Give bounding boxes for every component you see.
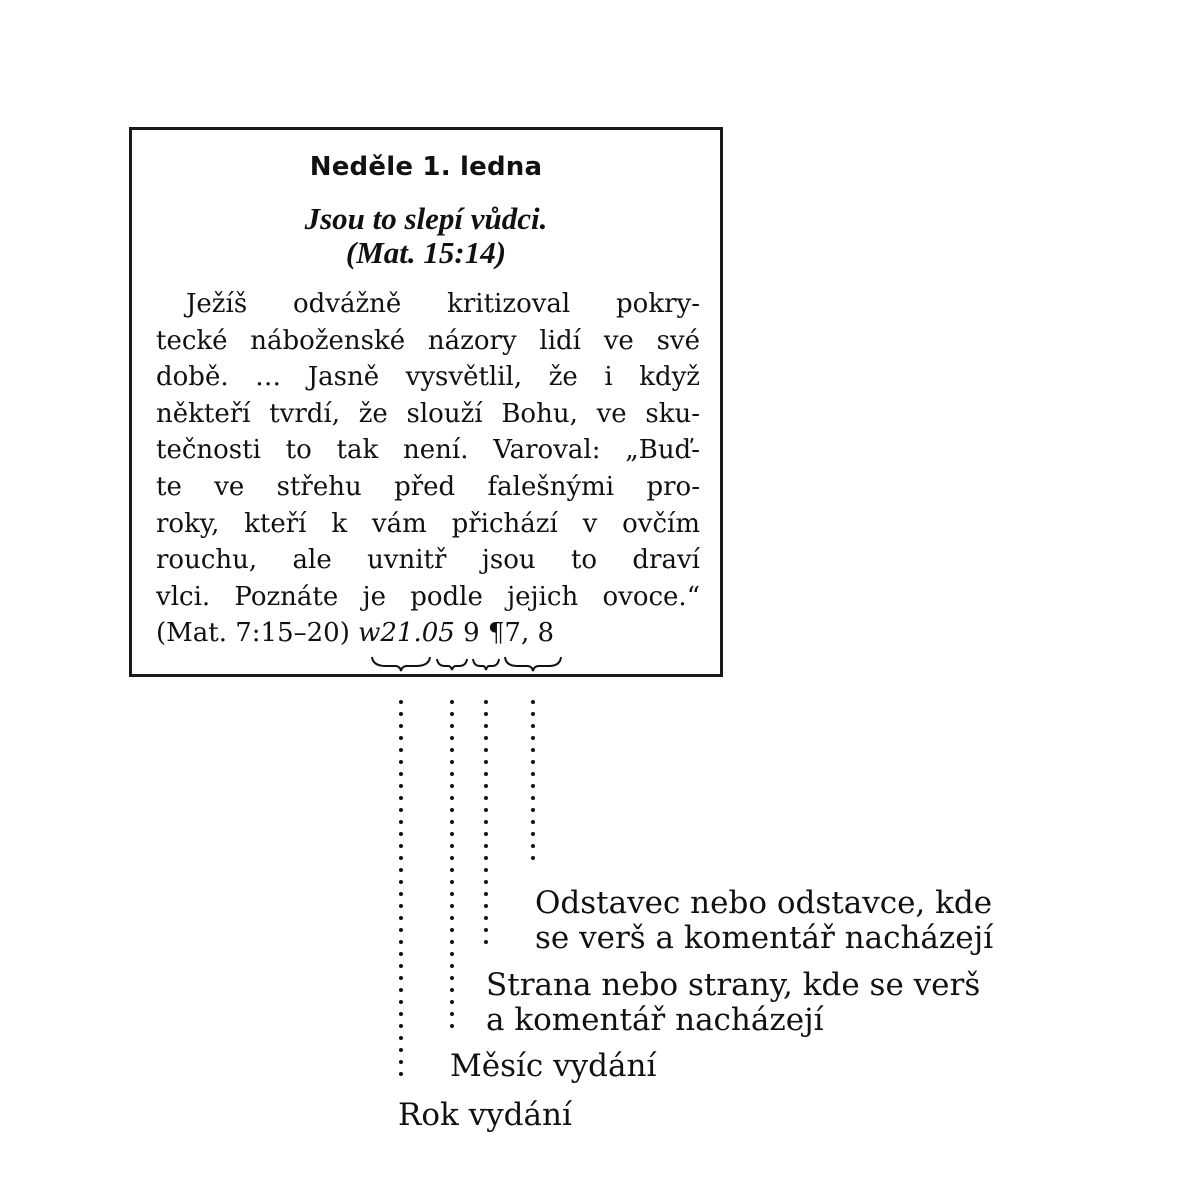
page-legend — [486, 968, 980, 1038]
paragraph-line: roky, kteří k vám přichází v ovčím — [156, 508, 700, 539]
page-number: 9 — [463, 618, 480, 649]
month-legend: Měsíc vydání — [450, 1048, 657, 1084]
paragraph-line: tečnosti to tak není. Varoval: „Buď- — [156, 435, 700, 466]
paragraph-line: te ve střehu před falešnými pro- — [156, 471, 700, 502]
brace-month — [437, 659, 467, 670]
verse-text: Jsou to slepí vůdci. — [304, 201, 548, 236]
paragraph-line: Ježíš odvážně kritizoval pokry- — [186, 289, 700, 319]
paragraph-legend-line: se verš a komentář nacházejí — [535, 920, 994, 956]
brace-page — [473, 659, 499, 670]
page-legend-line: a komentář nacházejí — [486, 1002, 824, 1038]
paragraph-numbers: ¶7, 8 — [487, 618, 555, 649]
brace-year — [372, 657, 430, 671]
publication-code: w21.05 — [358, 618, 455, 649]
paragraph-legend — [535, 886, 993, 956]
year-legend: Rok vydání — [398, 1097, 572, 1133]
page-legend-line: Strana nebo strany, kde se verš — [486, 967, 981, 1003]
paragraph-line: rouchu, ale uvnitř jsou to draví — [156, 545, 700, 576]
paragraph-line: době. … Jasně vysvětlil, že i když — [156, 362, 700, 393]
brace-paragraph — [505, 657, 561, 671]
scripture-citation: (Mat. 7:15–20) — [156, 618, 350, 649]
verse-reference: (Mat. 15:14) — [345, 235, 507, 270]
paragraph-line: vlci. Poznáte je podle jejich ovoce.“ — [156, 581, 700, 612]
date-heading: Neděle 1. ledna — [309, 152, 543, 182]
paragraph-line: tecké náboženské názory lidí ve své — [156, 325, 700, 356]
paragraph-legend-line: Odstavec nebo odstavce, kde — [535, 885, 993, 921]
paragraph-line: někteří tvrdí, že slouží Bohu, ve sku- — [156, 398, 700, 429]
